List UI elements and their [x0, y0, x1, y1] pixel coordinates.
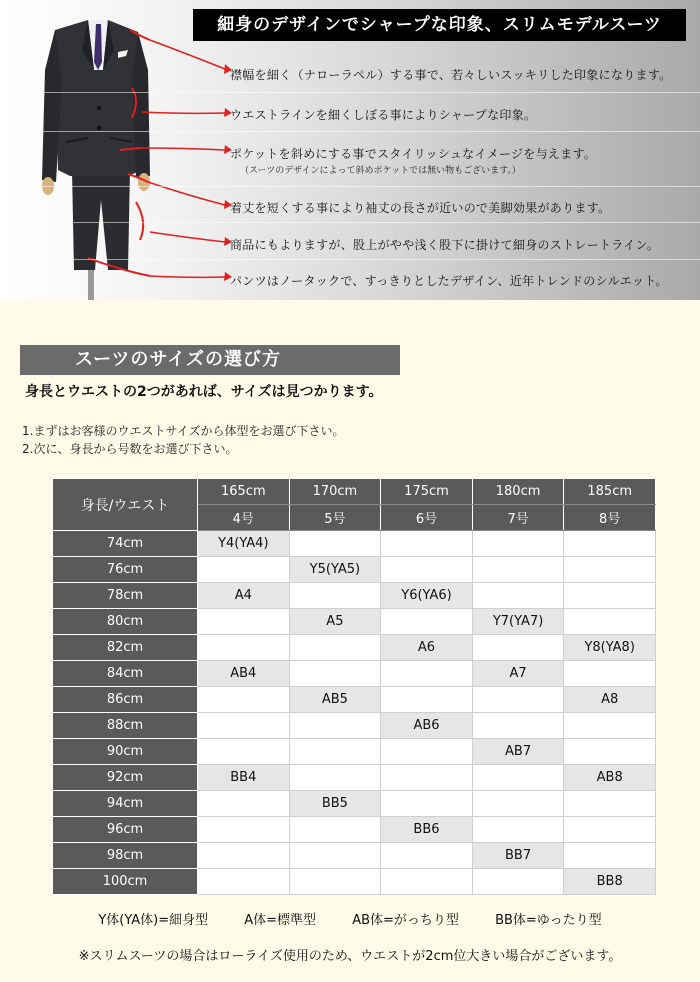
height-header: 165cm — [198, 479, 290, 505]
feature-slant-pocket: ポケットを斜めにする事でスタイリッシュなイメージを与えます。 — [230, 147, 597, 161]
size-cell — [564, 661, 656, 687]
waist-label: 98cm — [53, 843, 198, 869]
step-1: 1.まずはお客様のウエストサイズから体型をお選び下さい。 — [22, 424, 345, 438]
size-cell — [198, 713, 290, 739]
divider — [0, 186, 700, 187]
size-cell — [472, 687, 564, 713]
size-cell — [381, 843, 473, 869]
size-cell — [198, 739, 290, 765]
size-cell — [289, 817, 381, 843]
size-cell — [472, 791, 564, 817]
waist-label: 88cm — [53, 713, 198, 739]
size-cell — [472, 713, 564, 739]
size-cell — [381, 531, 473, 557]
table-corner-label: 身長/ウエスト — [53, 479, 198, 531]
height-header-row — [53, 479, 656, 505]
size-cell — [289, 661, 381, 687]
size-cell — [564, 713, 656, 739]
size-cell — [472, 635, 564, 661]
size-cell — [564, 817, 656, 843]
legend-y: Y体(YA体)=細身型 — [98, 913, 209, 928]
size-cell — [564, 791, 656, 817]
table-row — [53, 661, 656, 687]
table-row — [53, 791, 656, 817]
size-cell: AB7 — [472, 739, 564, 765]
size-cell — [381, 869, 473, 895]
size-cell — [381, 609, 473, 635]
number-header: 6号 — [381, 505, 473, 531]
size-cell — [472, 765, 564, 791]
size-cell: BB4 — [198, 765, 290, 791]
height-header: 185cm — [564, 479, 656, 505]
waist-label: 96cm — [53, 817, 198, 843]
size-cell — [289, 765, 381, 791]
banner-title: 細身のデザインでシャープな印象、スリムモデルスーツ — [193, 9, 686, 41]
size-cell: Y7(YA7) — [472, 609, 564, 635]
size-cell — [472, 531, 564, 557]
waist-label: 82cm — [53, 635, 198, 661]
size-cell: AB5 — [289, 687, 381, 713]
size-cell — [564, 531, 656, 557]
size-cell — [289, 843, 381, 869]
size-table-body — [53, 531, 656, 895]
size-cell: Y5(YA5) — [289, 557, 381, 583]
feature-waistline: ウエストラインを細くしぼる事によりシャープな印象。 — [230, 108, 537, 122]
waist-label: 92cm — [53, 765, 198, 791]
size-cell: BB7 — [472, 843, 564, 869]
size-cell: Y8(YA8) — [564, 635, 656, 661]
low-rise-note: ※スリムスーツの場合はローライズ使用のため、ウエストが2cm位大きい場合がございます。 — [78, 949, 622, 964]
table-row — [53, 739, 656, 765]
size-cell — [198, 843, 290, 869]
feature-no-tuck: パンツはノータックで、すっきりとしたデザイン、近年トレンドのシルエット。 — [230, 274, 668, 288]
divider — [0, 222, 700, 223]
table-row — [53, 843, 656, 869]
waist-label: 90cm — [53, 739, 198, 765]
size-cell — [198, 869, 290, 895]
size-cell: AB6 — [381, 713, 473, 739]
size-cell — [198, 687, 290, 713]
legend-a: A体=標準型 — [244, 913, 317, 928]
size-cell — [564, 583, 656, 609]
divider — [0, 259, 700, 260]
size-cell — [289, 531, 381, 557]
size-cell: A7 — [472, 661, 564, 687]
divider — [0, 92, 700, 93]
number-header: 5号 — [289, 505, 381, 531]
size-guide-subheading: 身長とウエストの2つがあれば、サイズは見つかります。 — [25, 384, 383, 400]
table-row — [53, 765, 656, 791]
size-cell: AB8 — [564, 765, 656, 791]
size-cell — [198, 635, 290, 661]
size-cell: A5 — [289, 609, 381, 635]
waist-label: 80cm — [53, 609, 198, 635]
size-cell — [381, 765, 473, 791]
number-header: 8号 — [564, 505, 656, 531]
size-cell — [381, 791, 473, 817]
waist-label: 74cm — [53, 531, 198, 557]
size-cell — [381, 739, 473, 765]
table-row — [53, 713, 656, 739]
size-cell — [381, 557, 473, 583]
table-row — [53, 817, 656, 843]
size-cell — [289, 739, 381, 765]
size-cell — [472, 583, 564, 609]
height-header: 170cm — [289, 479, 381, 505]
legend-bb: BB体=ゆったり型 — [495, 913, 602, 928]
number-header: 7号 — [472, 505, 564, 531]
feature-pocket-note: （スーツのデザインによって斜めポケットでは無い物もございます。） — [240, 166, 521, 176]
size-cell: Y4(YA4) — [198, 531, 290, 557]
divider — [0, 131, 700, 132]
feature-narrow-lapel: 襟幅を細く（ナローラペル）する事で、若々しいスッキリした印象になります。 — [230, 68, 672, 82]
size-cell — [198, 557, 290, 583]
table-row — [53, 687, 656, 713]
size-cell — [198, 791, 290, 817]
body-type-legend — [0, 909, 700, 928]
size-guide-heading: スーツのサイズの選び方 — [20, 345, 400, 375]
size-cell — [472, 817, 564, 843]
size-cell — [472, 869, 564, 895]
table-row — [53, 609, 656, 635]
table-row — [53, 557, 656, 583]
height-header: 180cm — [472, 479, 564, 505]
size-cell — [381, 661, 473, 687]
waist-label: 76cm — [53, 557, 198, 583]
feature-short-length: 着丈を短くする事により袖丈の長さが近いので美脚効果があります。 — [230, 201, 611, 215]
size-cell — [198, 609, 290, 635]
size-cell: BB6 — [381, 817, 473, 843]
table-row — [53, 531, 656, 557]
table-row — [53, 869, 656, 895]
size-cell — [381, 687, 473, 713]
size-cell — [472, 557, 564, 583]
size-cell: BB5 — [289, 791, 381, 817]
waist-label: 94cm — [53, 791, 198, 817]
number-header: 4号 — [198, 505, 290, 531]
size-cell — [564, 557, 656, 583]
height-header: 175cm — [381, 479, 473, 505]
size-cell: BB8 — [564, 869, 656, 895]
size-cell — [289, 713, 381, 739]
size-cell: Y6(YA6) — [381, 583, 473, 609]
size-cell — [198, 817, 290, 843]
size-cell: A4 — [198, 583, 290, 609]
legend-ab: AB体=がっちり型 — [352, 913, 459, 928]
table-row — [53, 635, 656, 661]
size-cell — [289, 869, 381, 895]
feature-slim-trousers: 商品にもよりますが、股上がやや浅く股下に掛けて細身のストレートライン。 — [230, 238, 660, 252]
suit-photo — [0, 0, 260, 300]
waist-label: 84cm — [53, 661, 198, 687]
size-cell: A6 — [381, 635, 473, 661]
size-cell — [564, 609, 656, 635]
size-cell — [289, 583, 381, 609]
waist-label: 86cm — [53, 687, 198, 713]
size-table — [52, 478, 656, 895]
size-cell: A8 — [564, 687, 656, 713]
suit-feature-banner — [0, 0, 700, 300]
size-cell — [289, 635, 381, 661]
size-cell — [564, 843, 656, 869]
size-cell — [564, 739, 656, 765]
waist-label: 78cm — [53, 583, 198, 609]
size-cell: AB4 — [198, 661, 290, 687]
waist-label: 100cm — [53, 869, 198, 895]
table-row — [53, 583, 656, 609]
step-2: 2.次に、身長から号数をお選び下さい。 — [22, 442, 238, 456]
